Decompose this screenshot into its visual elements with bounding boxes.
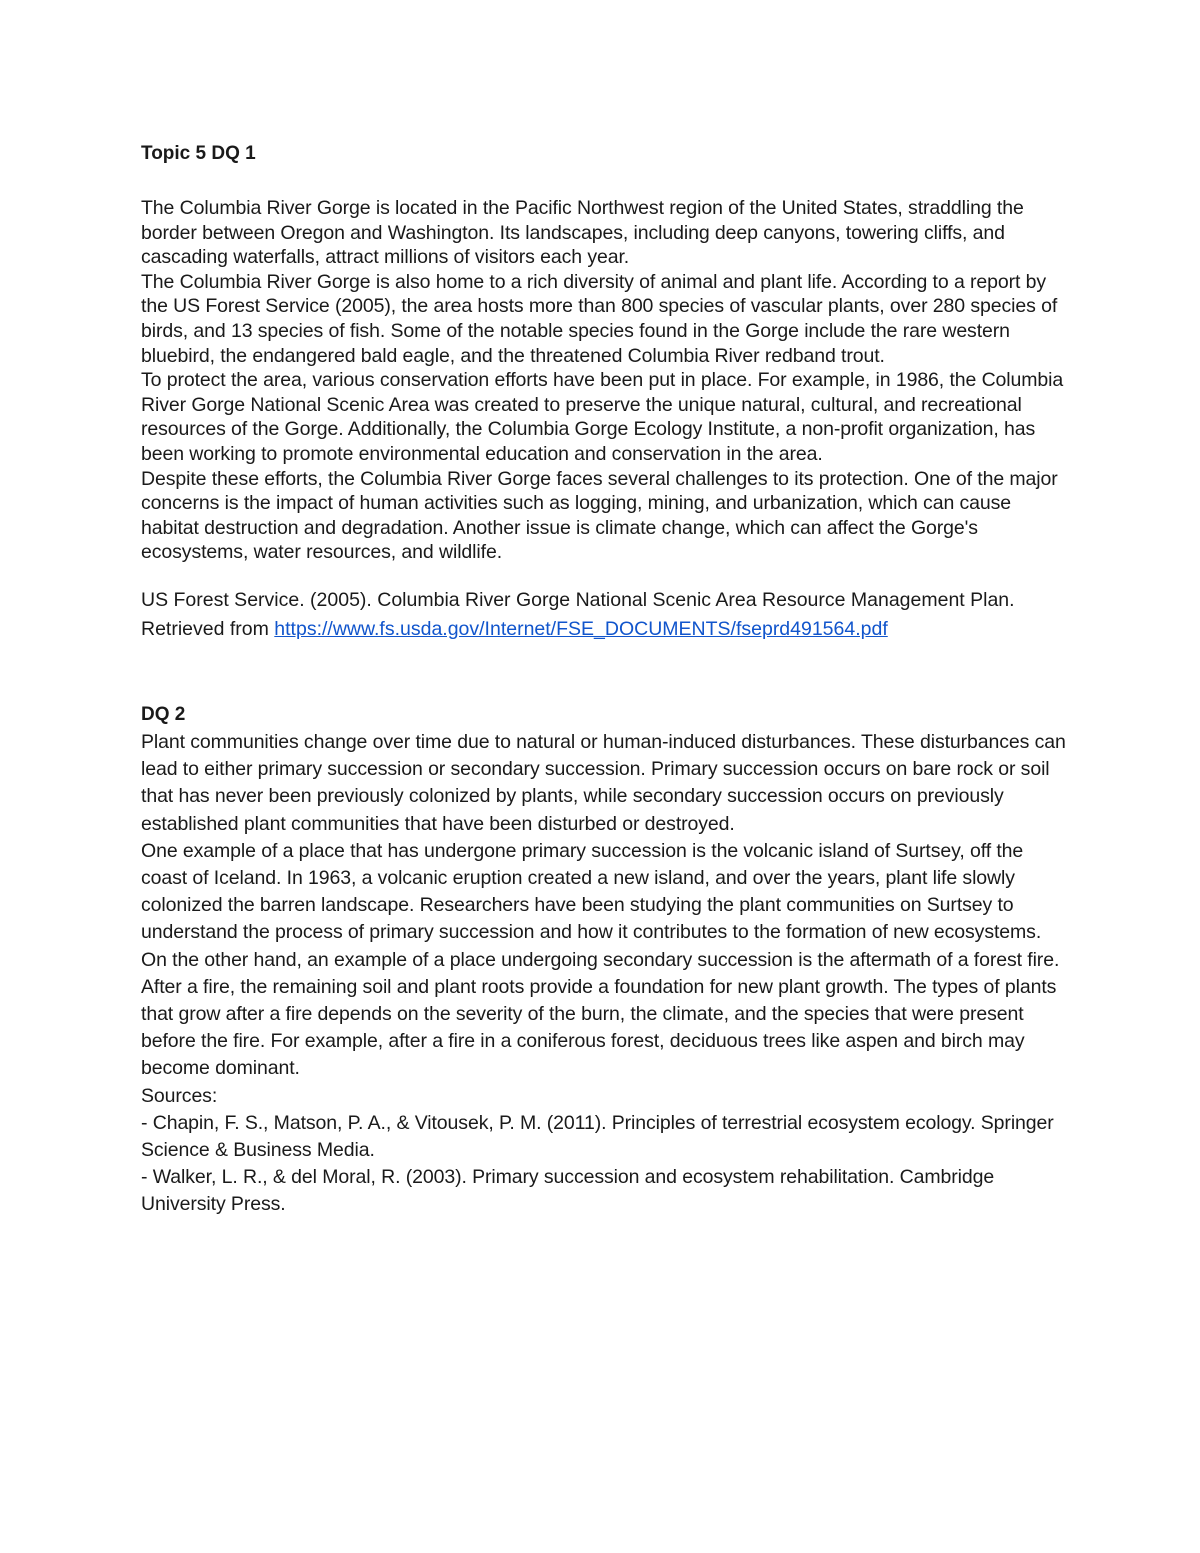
- dq2-heading: DQ 2: [141, 703, 186, 725]
- dq1-heading: Topic 5 DQ 1: [141, 143, 256, 164]
- dq1-paragraph-3: To protect the area, various conservation efforts have been put in place. For example, in 1986, the Columbia River Gorge National Scenic Area was created to preserve the unique natural, cultural, and recreational resources of the Gorge. Additionally, the Columbia Gorge Ecology Institute, a non-profit organization, has been working to promote environmental education and conservation in the area.: [141, 369, 1064, 465]
- document-body: [141, 140, 1066, 1219]
- dq1-paragraph-2: The Columbia River Gorge is also home to a rich diversity of animal and plant life. According to a report by the US Forest Service (2005), the area hosts more than 800 species of vascular plants, over 280 species of birds, and 13 species of fish. Some of the notable species found in the Gorge include the rare western bluebird, the endangered bald eagle, and the threatened Columbia River redband trout.: [141, 270, 1058, 367]
- dq2-source-2: - Walker, L. R., & del Moral, R. (2003). Primary succession and ecosystem rehabilitation. Cambridge University Press.: [141, 1166, 995, 1216]
- dq1-reference-text: US Forest Service. (2005). Columbia River Gorge National Scenic Area Resource Management Plan. Retrieved from: [141, 588, 1015, 640]
- dq1-reference: [141, 586, 1066, 644]
- dq2-paragraph-3: On the other hand, an example of a place undergoing secondary succession is the aftermath of a forest fire. After a fire, the remaining soil and plant roots provide a foundation for new plant growth. The types of plants that grow after a fire depends on the severity of the burn, the climate, and the species that were present before the fire. For example, after a fire in a coniferous forest, deciduous trees like aspen and birch may become dominant.: [141, 948, 1060, 1080]
- dq2-paragraph-1: Plant communities change over time due to natural or human-induced disturbances. These disturbances can lead to either primary succession or secondary succession. Primary succession occurs on bare rock or soil that has never been previously colonized by plants, while secondary succession occurs on previously established plant communities that have been disturbed or destroyed.: [141, 730, 1066, 835]
- dq2-section: [141, 701, 1066, 1219]
- dq2-sources-label: Sources:: [141, 1084, 218, 1107]
- dq2-paragraph-2: One example of a place that has undergone primary succession is the volcanic island of Surtsey, off the coast of Iceland. In 1963, a volcanic eruption created a new island, and over the years, plant life slowly colonized the barren landscape. Researchers have been studying the plant communities on Surtsey to understand the process of primary succession and how it contributes to the formation of new ecosystems.: [141, 839, 1042, 944]
- dq1-section: [141, 140, 1066, 644]
- dq1-paragraph-1: The Columbia River Gorge is located in the Pacific Northwest region of the United States, straddling the border between Oregon and Washington. Its landscapes, including deep canyons, towering cliffs, and cascading waterfalls, attract millions of visitors each year.: [141, 197, 1024, 269]
- dq2-source-1: - Chapin, F. S., Matson, P. A., & Vitousek, P. M. (2011). Principles of terrestrial ecosystem ecology. Springer Science & Business Media.: [141, 1111, 1054, 1161]
- dq1-reference-link[interactable]: https://www.fs.usda.gov/Internet/FSE_DOCUMENTS/fseprd491564.pdf: [274, 617, 888, 640]
- dq1-paragraph-4: Despite these efforts, the Columbia River Gorge faces several challenges to its protection. One of the major concerns is the impact of human activities such as logging, mining, and urbanization, which can cause habitat destruction and degradation. Another issue is climate change, which can affect the Gorge's ecosystems, water resources, and wildlife.: [141, 467, 1058, 564]
